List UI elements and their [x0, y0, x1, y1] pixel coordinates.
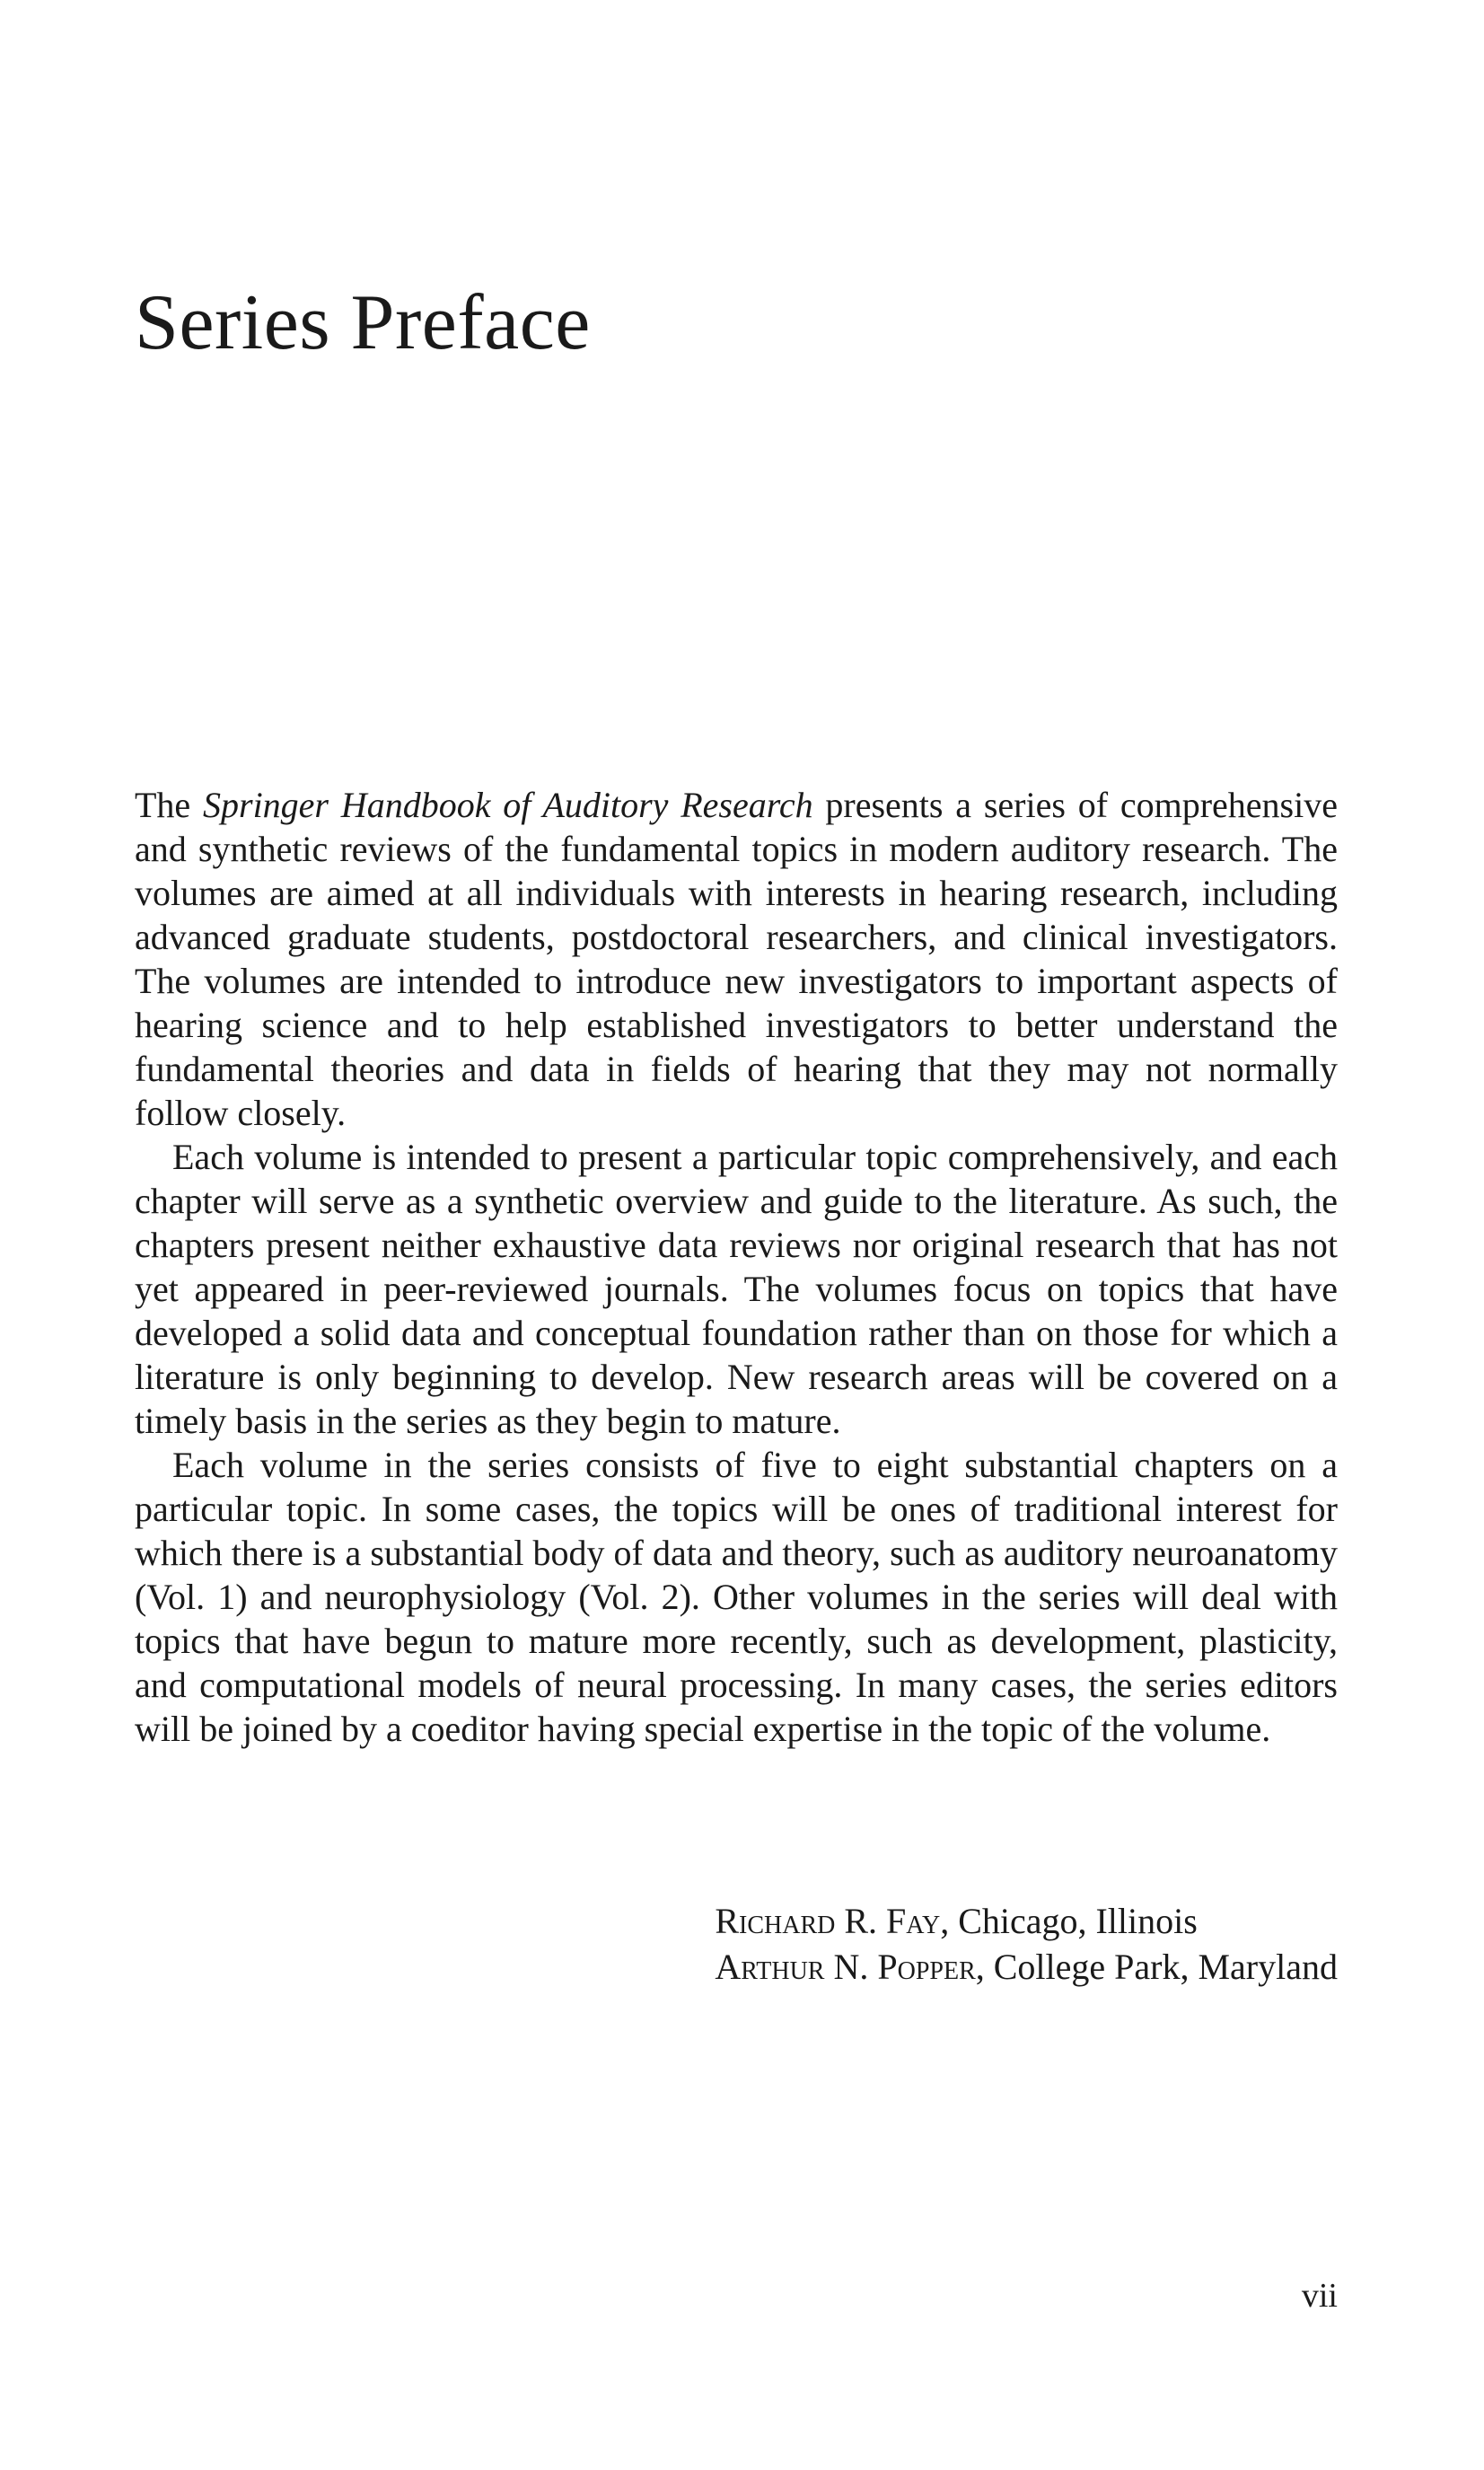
signature-popper-name: Arthur N. Popper: [715, 1947, 976, 1987]
page-title: Series Preface: [135, 279, 591, 366]
signature-fay-name: Richard R. Fay: [715, 1901, 941, 1941]
signature-fay-affiliation: , Chicago, Illinois: [940, 1901, 1198, 1941]
paragraph-1-text: presents a series of comprehensive and synthetic reviews of the fundamental topics in modern auditory research. The volumes are aimed at all individuals with interests in hearing research, including advanced graduate students, postdoctoral researchers, and clinical investigators. The volumes are intended to introduce new investigators to important aspects of hearing science and to help established investigators to better understand the fundamental theories and data in fields of hearing that they may not normally follow closely.: [135, 785, 1338, 1133]
paragraph-3: Each volume in the series consists of five to eight substantial chapters on a particular topic. In some cases, the topics will be ones of traditional interest for which there is a substantial body of data and theory, such as auditory neuroanatomy (Vol. 1) and neurophysiology (Vol. 2). Other volumes in the series will deal with topics that have begun to mature more recently, such as development, plasticity, and computational models of neural processing. In many cases, the series editors will be joined by a coeditor having special expertise in the topic of the volume.: [135, 1445, 1338, 1749]
signature-fay: [715, 1898, 1338, 1944]
signature-popper: [715, 1944, 1338, 1990]
signature-popper-affiliation: , College Park, Maryland: [975, 1947, 1338, 1987]
series-title-italic: Springer Handbook of Auditory Research: [203, 785, 813, 825]
paragraph-1: [135, 783, 1338, 1135]
paragraph-1-prefix: The: [135, 785, 203, 825]
page-number: vii: [1301, 2277, 1338, 2315]
signatures: [715, 1898, 1338, 1990]
body-text: [135, 783, 1338, 1751]
paragraph-2: Each volume is intended to present a particular topic comprehensively, and each chapter will serve as a synthetic overview and guide to the literature. As such, the chapters present neither exhaustive data reviews nor original research that has not yet appeared in peer-reviewed journals. The volumes focus on topics that have developed a solid data and conceptual foundation rather than on those for which a literature is only beginning to develop. New research areas will be covered on a timely basis in the series as they begin to mature.: [135, 1137, 1338, 1441]
